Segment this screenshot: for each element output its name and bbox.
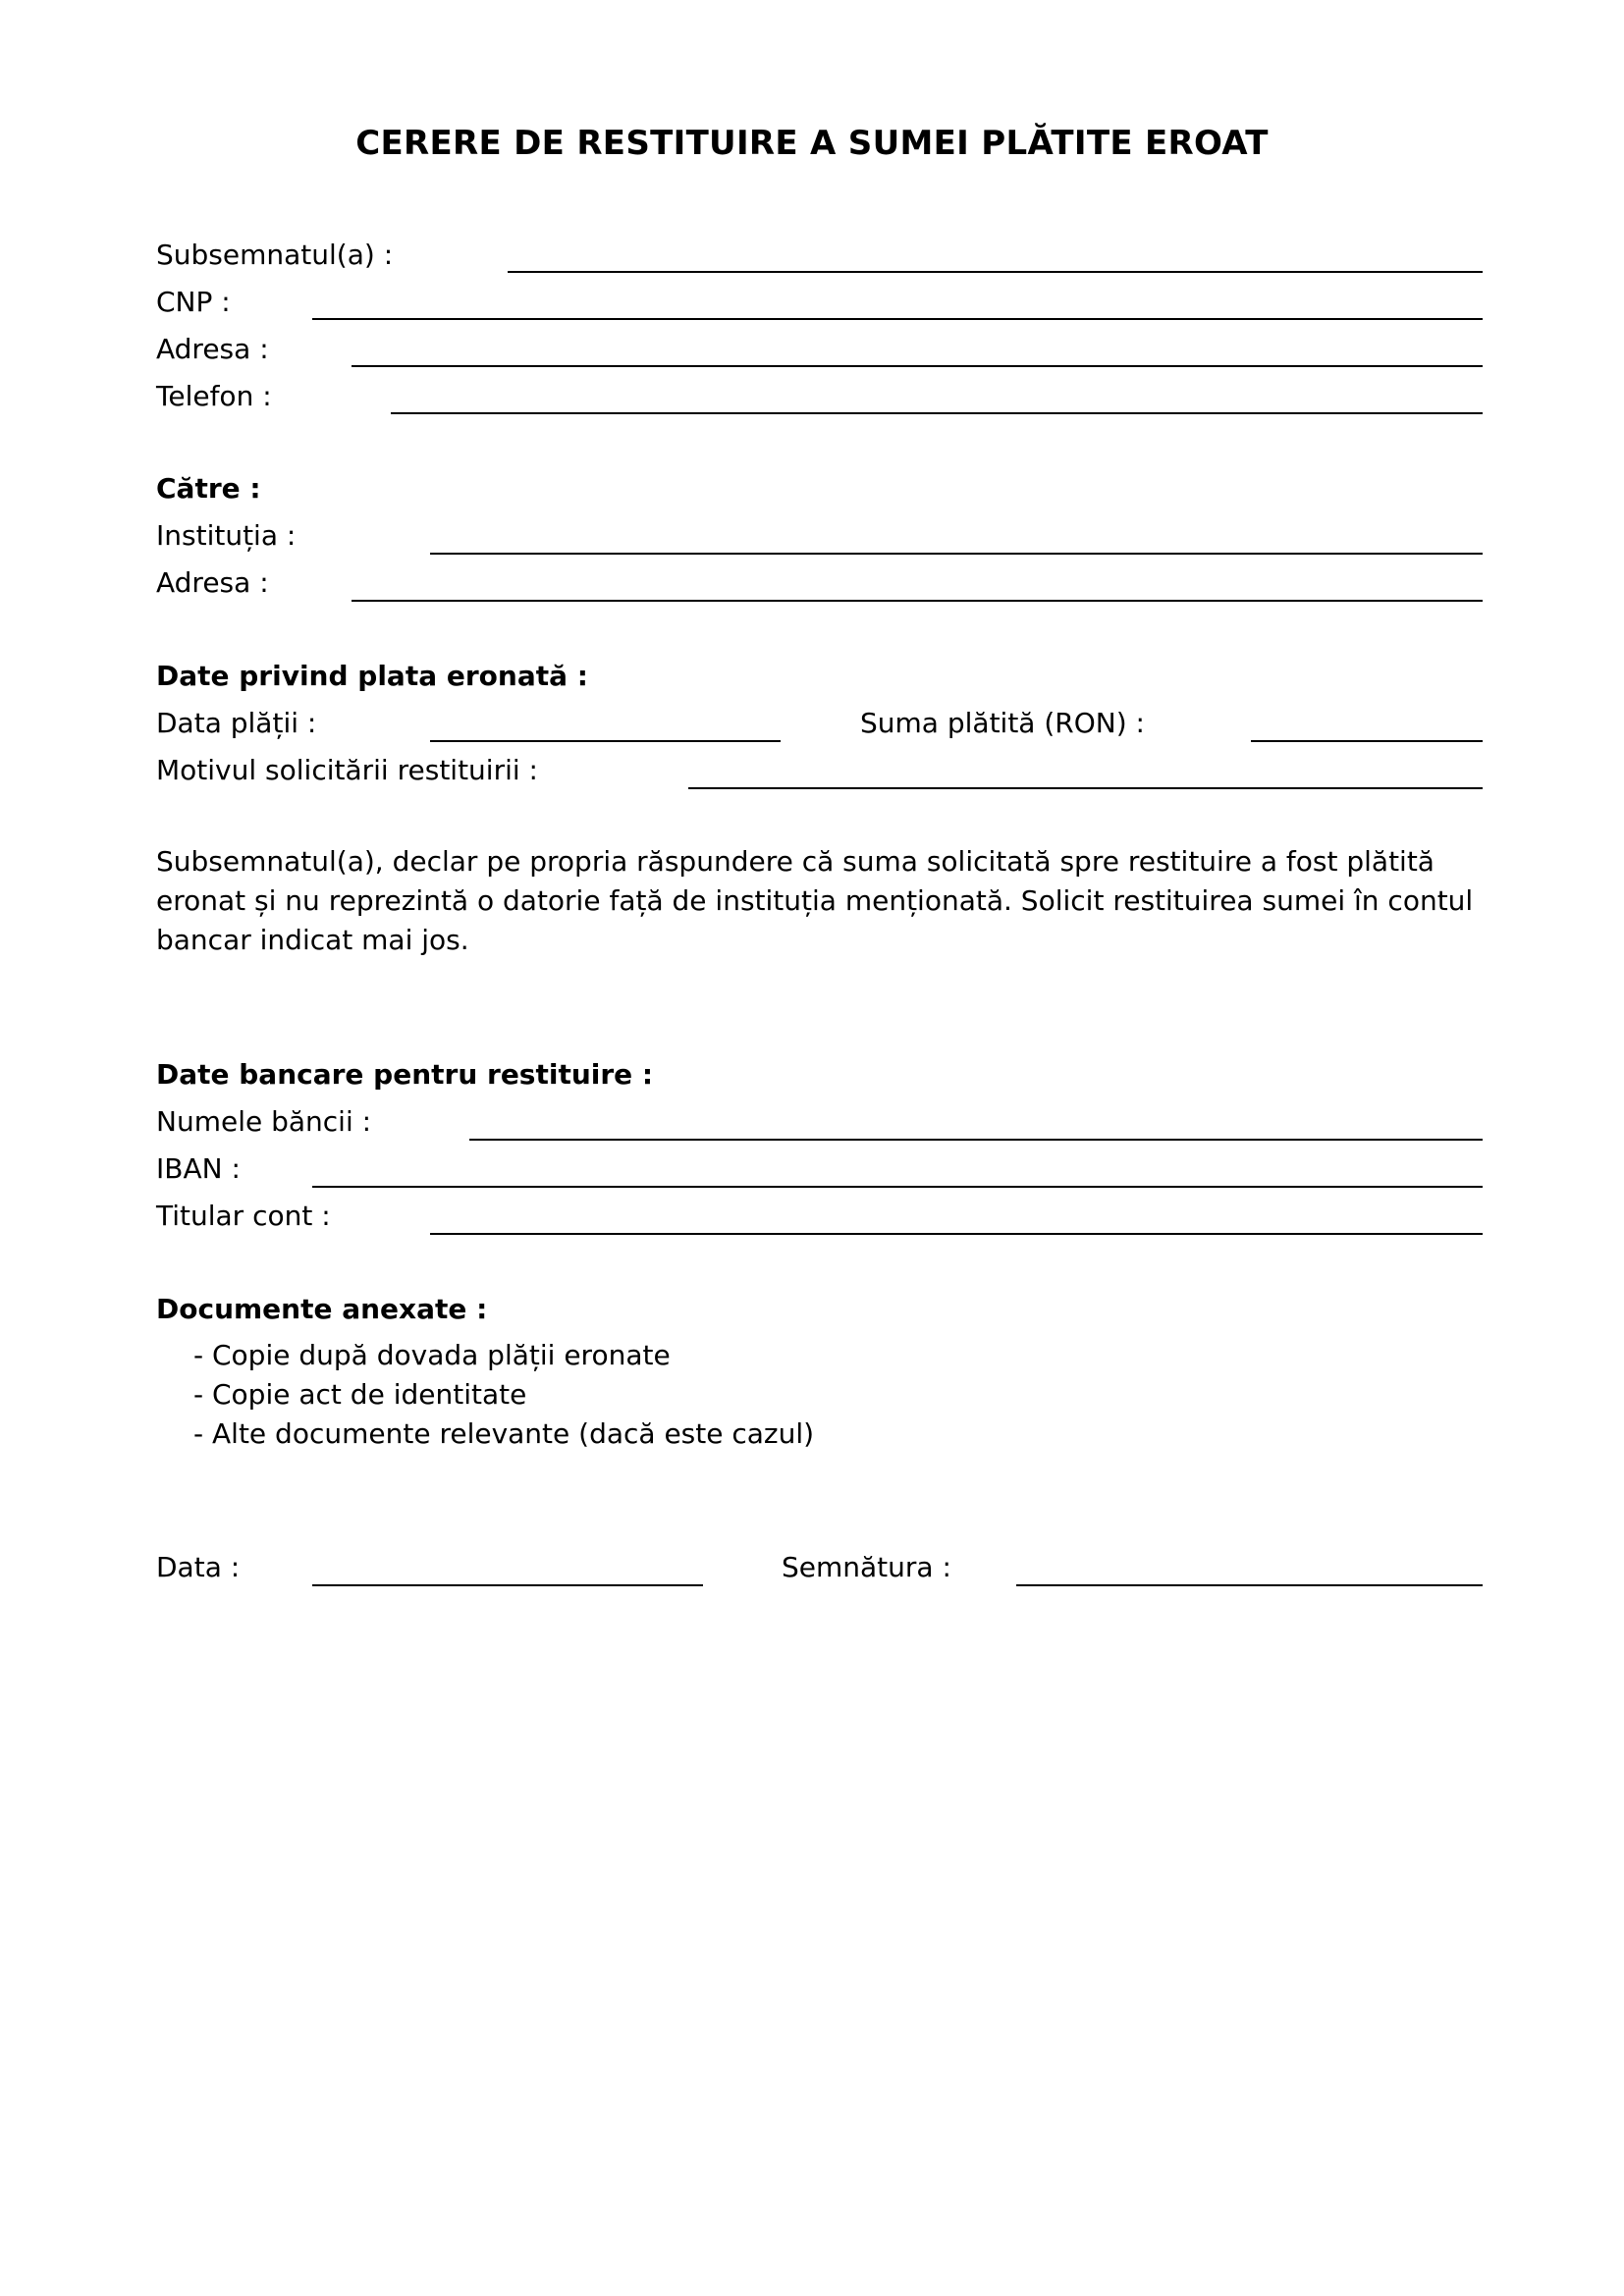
bank-name-field[interactable]	[469, 1139, 1483, 1141]
payment-date-field[interactable]	[430, 740, 781, 742]
applicant-name-label: Subsemnatul(a) :	[156, 239, 394, 271]
recipient-address-field[interactable]	[352, 600, 1483, 602]
refund-reason-field[interactable]	[688, 787, 1483, 789]
list-item: - Alte documente relevante (dacă este cazul)	[193, 1417, 815, 1450]
cnp-field[interactable]	[312, 318, 1483, 320]
applicant-address-field[interactable]	[352, 365, 1483, 367]
declaration-line: bancar indicat mai jos.	[156, 924, 469, 956]
footer-date-label: Data :	[156, 1551, 241, 1583]
declaration-line: eronat și nu reprezintă o datorie față de instituția menționată. Solicit restituirea sumei în contul	[156, 884, 1474, 917]
cnp-label: CNP :	[156, 286, 231, 318]
signature-field[interactable]	[1016, 1584, 1483, 1586]
recipient-address-label: Adresa :	[156, 566, 269, 599]
attachments-heading: Documente anexate :	[156, 1293, 488, 1325]
institution-field[interactable]	[430, 553, 1483, 555]
payment-amount-label: Suma plătită (RON) :	[860, 707, 1145, 739]
payment-date-label: Data plății :	[156, 707, 317, 739]
list-item: - Copie după dovada plății eronate	[193, 1339, 671, 1371]
account-holder-label: Titular cont :	[156, 1200, 331, 1232]
applicant-address-label: Adresa :	[156, 333, 269, 365]
document-title: CERERE DE RESTITUIRE A SUMEI PLĂTITE EROAT	[355, 124, 1269, 163]
recipient-heading: Către :	[156, 472, 261, 505]
footer-date-field[interactable]	[312, 1584, 703, 1586]
account-holder-field[interactable]	[430, 1233, 1483, 1235]
declaration-paragraph	[156, 842, 1491, 960]
refund-reason-label: Motivul solicitării restituirii :	[156, 754, 538, 786]
payment-amount-field[interactable]	[1251, 740, 1483, 742]
declaration-line: Subsemnatul(a), declar pe propria răspundere că suma solicitată spre restituire a fost plătită	[156, 845, 1435, 878]
applicant-name-field[interactable]	[508, 271, 1483, 273]
bank-name-label: Numele băncii :	[156, 1105, 372, 1138]
phone-label: Telefon :	[156, 380, 272, 412]
bank-heading: Date bancare pentru restituire :	[156, 1058, 654, 1091]
phone-field[interactable]	[391, 412, 1483, 414]
institution-label: Instituția :	[156, 519, 297, 552]
list-item: - Copie act de identitate	[193, 1378, 527, 1411]
payment-heading: Date privind plata eronată :	[156, 660, 588, 692]
signature-label: Semnătura :	[782, 1551, 951, 1583]
iban-label: IBAN :	[156, 1152, 241, 1185]
attachments-list	[193, 1336, 814, 1454]
iban-field[interactable]	[312, 1186, 1483, 1188]
